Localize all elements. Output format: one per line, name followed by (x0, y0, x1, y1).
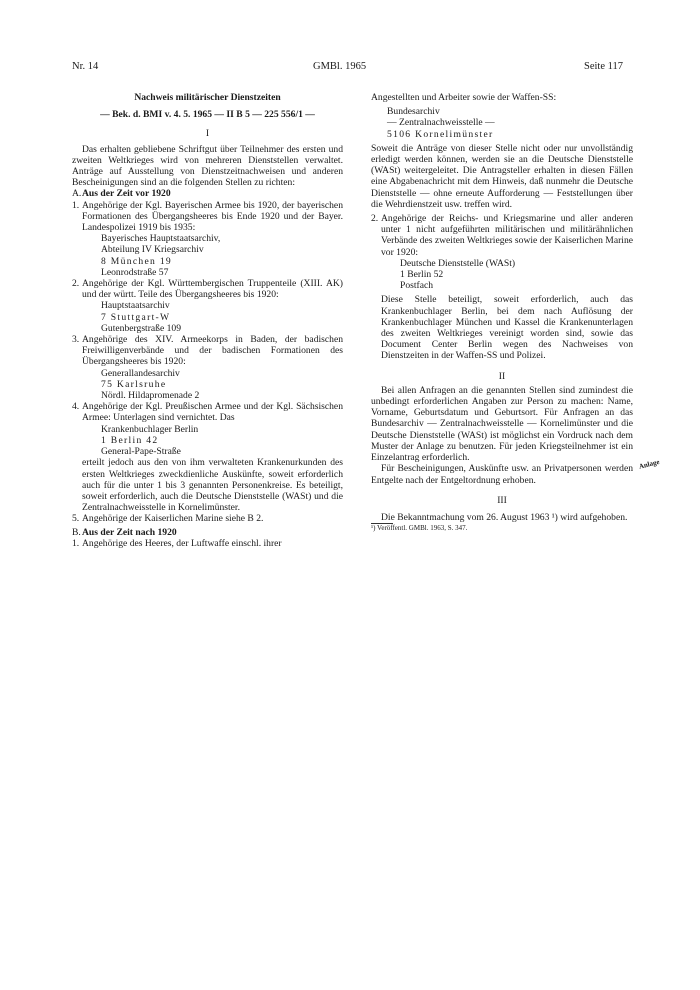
list-item-a5: 5. Angehörige der Kaiserlichen Marine siehe B 2. (72, 513, 264, 525)
list-item-b2: 2. Angehörige der Reichs- und Kriegsmarine und aller anderen unter 1 nicht aufgeführten militärischen und militärähnlichen Verbände des zweiten Weltkrieges sowie der Kaiserlichen Marine vor 1920: Deutsche Dienststelle (WASt) 1 Berlin 52 Postfach Diese Stelle beteiligt, soweit erforderlich, auch das Krankenbuchlager Berlin, bei dem nach Auflösung der Krankenbuchlager München und Kassel die Krankenunterlagen des zweiten Weltkrieges vereinigt worden sind, sowie das Document Center Berlin wegen des Nachweises von Dienstzeiten in der Waffen-SS und Polizei. (371, 213, 633, 362)
request-paragraph: Bei allen Anfragen an die genannten Stellen sind zumindest die unbedingt erforderlichen Angaben zur Person zu machen: Name, Vorname, Geburtsdatum und Geburtsort. Für Anfragen an das Bundesarchiv — Zentralnachweisstelle — Kornelimünster und die Deutsche Dienststelle (WASt) ist möglichst ein Vordruck nach dem Muster der Anlage zu benutzen. Für jeden Kriegsteilnehmer ist ein Einzelantrag erforderlich. (371, 384, 633, 464)
list-item-a1: 1. Angehörige der Kgl. Bayerischen Armee bis 1920, der bayerischen Formationen des Übergangsheeres bis Ende 1920 und der Bayer. Landespolizei 1919 bis 1935: Bayerisches Hauptstaatsarchiv, Abteilung IV Kriegsarchiv 8 München 19 Leonrodstraße 57 (72, 199, 343, 278)
header-issue-number: Nr. 14 (72, 61, 99, 72)
header-journal: GMBl. 1965 (313, 61, 367, 72)
section-heading-2: II (498, 370, 506, 382)
header-page-number: Seite 117 (584, 61, 623, 72)
address-line: 5106 Kornelimünster (387, 128, 494, 140)
forwarding-paragraph: Soweit die Anträge von dieser Stelle nicht oder nur unvollständig erledigt werden können, werden sie an die Deutsche Dienststelle (WASt) weitergeleitet. Die Antragsteller erhalten in diesen Fällen eine Abgabenachricht mit dem Hinweis, daß nunmehr die Deutsche Dienststelle — ohne erneute Aufforderung — Feststellungen über die Wehrdienstzeit usw. treffen wird. (371, 142, 633, 210)
address-line: Bundesarchiv (387, 106, 440, 118)
list-item-b1: 1. Angehörige des Heeres, der Luftwaffe einschl. ihrer (72, 537, 282, 549)
intro-paragraph: Das erhalten gebliebene Schriftgut über Teilnehmer des ersten und zweiten Weltkrieges wird von mehreren Dienststellen verwaltet. Anträge auf Ausstellung von Dienstzeitnachweisen und anderen Bescheinigungen sind an die folgenden Stellen zu richten: (72, 143, 343, 189)
fees-paragraph: Für Bescheinigungen, Auskünfte usw. an Privatpersonen werden Entgelte nach der Entgeltordnung erhoben. (371, 463, 633, 486)
list-item-b1-continued: Angestellten und Arbeiter sowie der Waffen-SS: (371, 92, 557, 103)
left-column (72, 92, 343, 549)
right-column (371, 92, 633, 533)
list-item-a4: 4. Angehörige der Kgl. Preußischen Armee und der Kgl. Sächsischen Armee: Unterlagen sind vernichtet. Das Krankenbuchlager Berlin 1 Berlin 42 General-Pape-Straße erteilt jedoch aus den von ihm verwalteten Krankenurkunden des ersten Weltkrieges zweckdienliche Auskünfte, soweit erforderlich auch für die unter 1 bis 3 genannten Personenkreise. Es beteiligt, soweit erforderlich, auch die Deutsche Dienststelle (WASt) und die Zentralnachweisstelle in Kornelimünster. (72, 401, 343, 514)
section-heading-3: III (497, 494, 507, 506)
list-item-a2: 2. Angehörige der Kgl. Württembergischen Truppenteile (XIII. AK) und der württ. Teile des Übergangsheeres bis 1920: Hauptstaatsarchiv 7 Stuttgart-W Gutenbergstraße 109 (72, 278, 343, 334)
section-a-heading: A. Aus der Zeit vor 1920 (72, 188, 171, 200)
document-title: Nachweis militärischer Dienstzeiten (134, 92, 281, 103)
list-item-a3: 3. Angehörige des XIV. Armeekorps in Baden, der badischen Freiwilligenverbände und der badischen Formationen des Übergangsheeres bis 1920: Generallandesarchiv 75 Karlsruhe Nördl. Hildapromenade 2 (72, 334, 343, 402)
document-reference: — Bek. d. BMI v. 4. 5. 1965 — II B 5 — 225 556/1 — (100, 109, 315, 121)
repeal-paragraph: Die Bekanntmachung vom 26. August 1963 ¹) wird aufgehoben. (381, 511, 628, 523)
section-b-heading: B. Aus der Zeit nach 1920 (72, 526, 177, 538)
address-line: — Zentralnachweisstelle — (387, 117, 495, 129)
section-heading-1: I (205, 128, 210, 140)
margin-note-annex: Anlage (638, 457, 661, 471)
footnote: ¹) Veröffentl. GMBl. 1963, S. 347. (371, 524, 468, 533)
